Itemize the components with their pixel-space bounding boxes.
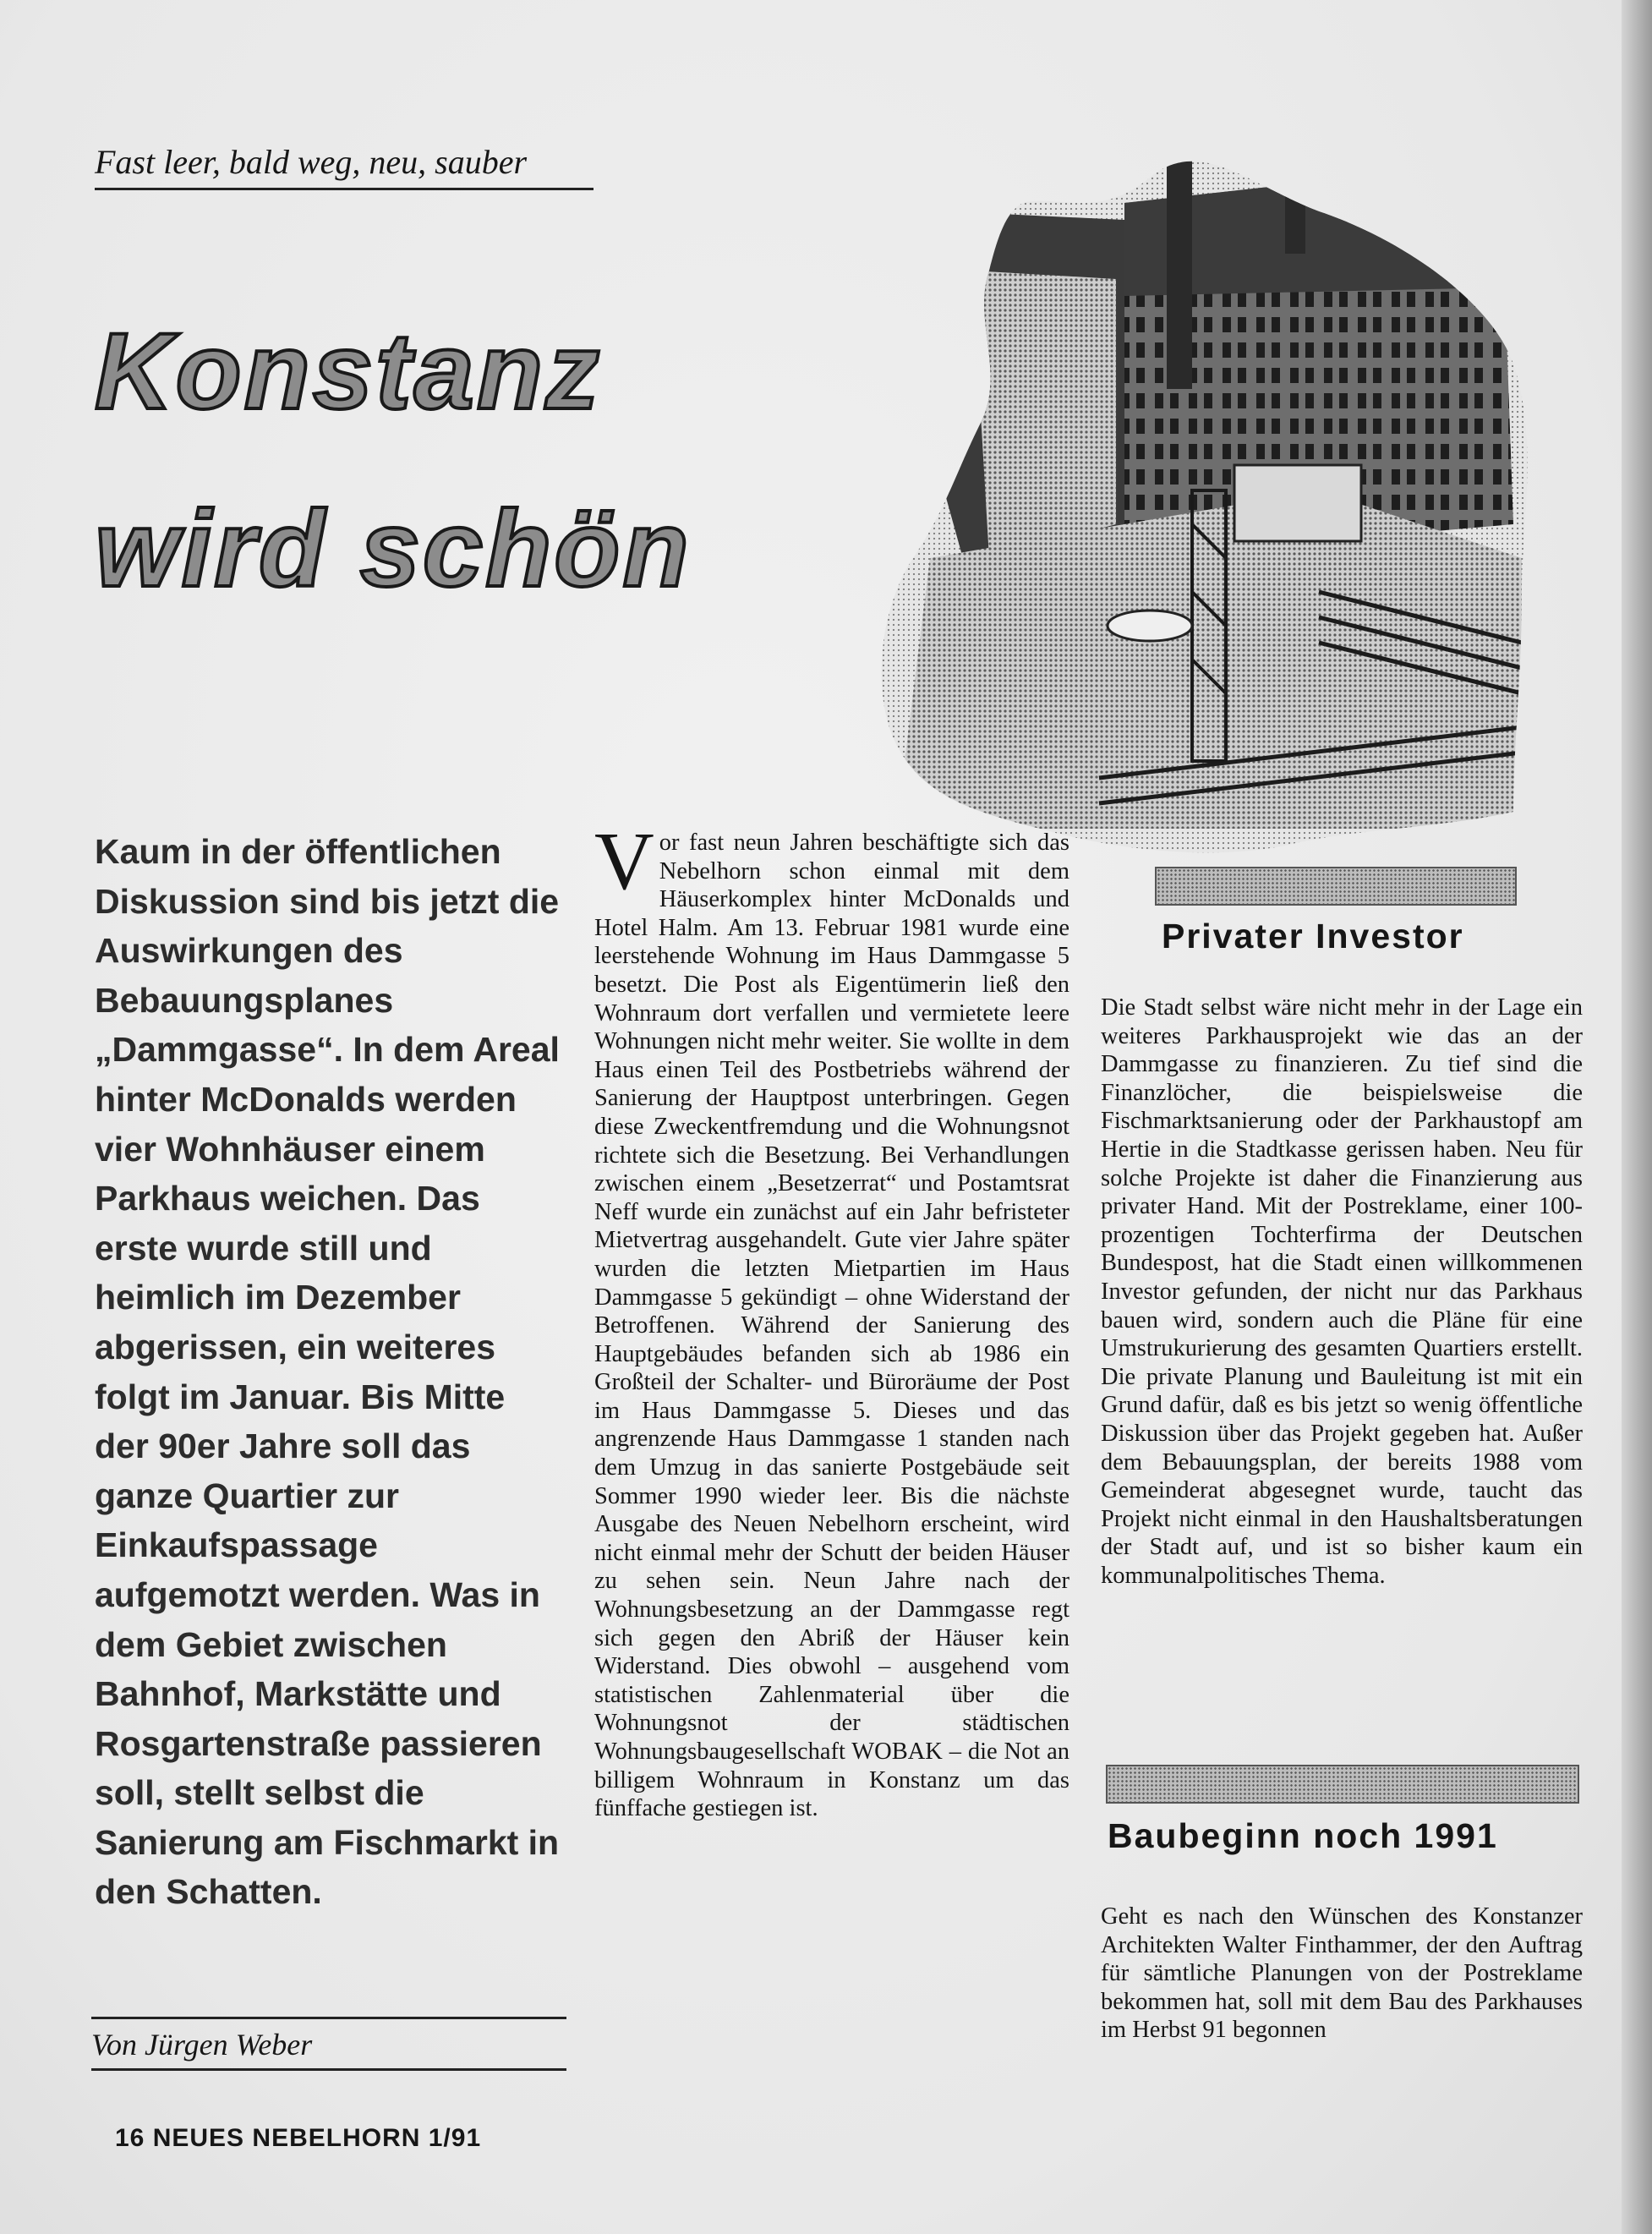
body-text-middle: or fast neun Jahren beschäftigte sich das Nebelhorn schon einmal mit dem Häuserkomplex hinter McDonalds und Hotel Halm. Am 13. Februar 1981 wurde eine leerstehende Wohnung im Haus Dammgasse 5 besetzt. Die Post als Eigentümerin ließ den Wohnraum dort verfallen und vermietete leere Wohnungen nicht mehr weiter. Sie wollte in dem Haus einen Teil des Postbetriebs während der Sanierung der Hauptpost unterbringen. Gegen diese Zweckentfremdung und die Wohnungsnot richtete sich die Besetzung. Bei Verhandlungen zwischen einem „Besetzerrat“ und Postamtsrat Neff wurde ein zunächst auf ein Jahr befristeter Mietvertrag ausgehandelt. Gute vier Jahre später wurden die letzten Mietpartien im Haus Dammgasse 5 gekündigt – ohne Widerstand der Betroffenen. Während der Sanierung des Hauptgebäudes befanden sich ab 1986 ein Großteil der Schalter- und Büroräume der Post im Haus Dammgasse 5. Dieses und das angrenzende Haus Dammgasse 1 standen nach dem Umzug in das sanierte Postgebäude seit Sommer 1990 wieder leer. Bis die nächste Ausgabe des Neuen Nebelhorn erscheint, wird nicht einmal mehr der Schutt der beiden Häuser zu sehen sein. Neun Jahre nach der Wohnungsbesetzung an der Dammgasse regt sich gegen den Abriß der Häuser kein Widerstand. Dies obwohl – ausgehend vom statistischen Zahlenmaterial über die Wohnungsnot der städtischen Wohnungsbaugesellschaft WOBAK – die Not an billigem Wohnraum in Konstanz um das fünffache gestiegen ist.	[594, 830, 1069, 1822]
section-heading-privater-investor: Privater Investor	[1162, 917, 1464, 955]
construction-site-photo-icon	[845, 85, 1547, 862]
body-column-middle	[594, 816, 1069, 1823]
section-heading-baubeginn: Baubeginn noch 1991	[1108, 1816, 1498, 1855]
kicker-line: Fast leer, bald weg, neu, sauber	[95, 139, 594, 190]
section-divider-bar	[1155, 867, 1517, 906]
section-divider-bar	[1106, 1765, 1579, 1804]
lead-paragraph: Kaum in der öffentlichen Diskussion sind bis jetzt die Auswirkungen des Bebauungsplanes „Dammgasse“. In dem Areal hinter McDonalds werden vier Wohnhäuser einem Parkhaus weichen. Das erste wurde still und heimlich im Dezember abgerissen, ein weiteres folgt im Januar. Bis Mitte der 90er Jahre soll das ganze Quartier zur Einkaufspassage aufgemotzt werden. Was in dem Gebiet zwischen Bahnhof, Markstätte und Rosgartenstraße passieren soll, stellt selbst die Sanierung am Fischmarkt in den Schatten.	[95, 832, 560, 1912]
page-footer: 16 NEUES NEBELHORN 1/91	[115, 2124, 482, 2152]
body-column-right-2: Geht es nach den Wünschen des Konstanzer Architekten Walter Finthammer, der den Auftrag für sämtliche Planungen von der Postreklame bekommen hat, soll mit dem Bau des Parkhauses im Herbst 91 begonnen	[1101, 1903, 1583, 2044]
headline-line-1: Konstanz	[95, 311, 602, 432]
headline-line-2: wird schön	[95, 489, 692, 610]
body-column-right-1: Die Stadt selbst wäre nicht mehr in der Lage ein weiteres Parkhausprojekt wie das an der Dammgasse zu finanzieren. Zu tief sind die Finanzlöcher, die beispielsweise die Fischmarktsanierung oder der Parkhaustopf am Hertie in die Stadtkasse gerissen haben. Neu für solche Projekte ist daher die Finanzierung aus privater Hand. Mit der Postreklame, einer 100-prozentigen Tochterfirma der Deutschen Bundespost, hat die Stadt einen willkommenen Investor gefunden, der nicht nur das Parkhaus bauen wird, sondern auch die Pläne für eine Umstrukurierung des gesamten Quartiers erstellt. Die private Planung und Bauleitung ist mit ein Grund dafür, daß es bis jetzt so wenig öffentliche Diskussion über das Projekt gegeben hat. Außer dem Bebauungsplan, der bereits 1988 vom Gemeinderat abgesegnet wurde, taucht das Projekt nicht einmal in den Haushaltsberatungen der Stadt auf, und ist so bisher kaum ein kommunalpolitisches Thema.	[1101, 994, 1583, 1589]
headline	[95, 283, 692, 638]
byline: Von Jürgen Weber	[91, 2017, 566, 2071]
drop-cap: V	[594, 816, 654, 907]
page-edge-shadow	[1622, 0, 1652, 2234]
